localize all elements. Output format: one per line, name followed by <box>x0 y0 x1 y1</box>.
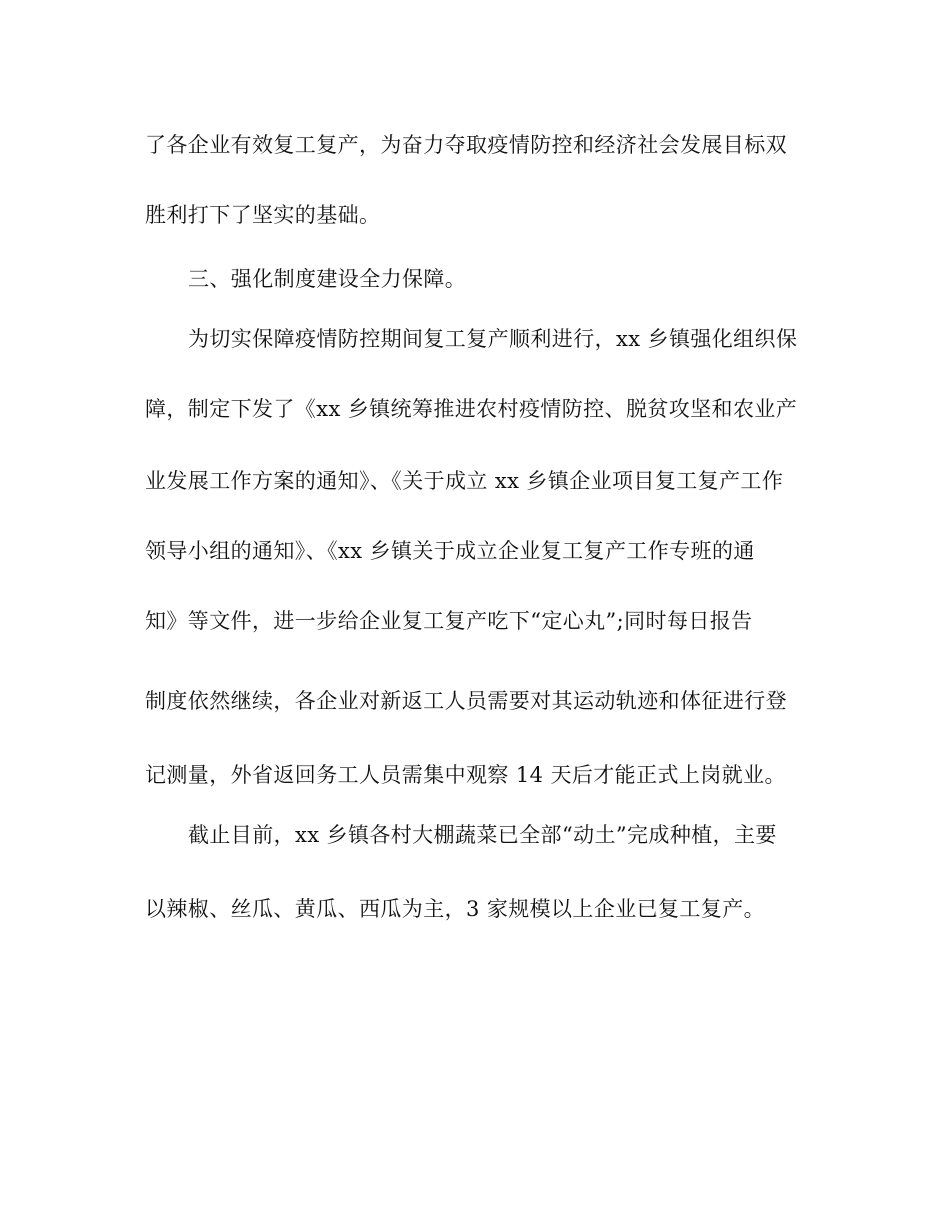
text-line: 领导小组的通知》、《xx 乡镇关于成立企业复工复产工作专班的通 <box>145 539 755 563</box>
section-heading: 三、强化制度建设全力保障。 <box>188 267 467 291</box>
text-line: 胜利打下了坚实的基础。 <box>145 203 381 227</box>
text-line: 记测量，外省返回务工人员需集中观察 14 天后才能正式上岗就业。 <box>145 763 786 787</box>
text-line: 为切实保障疫情防控期间复工复产顺利进行，xx 乡镇强化组织保 <box>188 327 798 351</box>
text-line: 知》等文件，进一步给企业复工复产吃下“定心丸”;同时每日报告 <box>145 609 753 633</box>
text-line: 了各企业有效复工复产，为奋力夺取疫情防控和经济社会发展目标双 <box>145 133 787 157</box>
text-line: 业发展工作方案的通知》、《关于成立 xx 乡镇企业项目复工复产工作 <box>145 469 784 493</box>
text-line: 截止目前，xx 乡镇各村大棚蔬菜已全部“动土”完成种植，主要 <box>188 823 777 847</box>
text-line: 制度依然继续，各企业对新返工人员需要对其运动轨迹和体征进行登 <box>145 689 787 713</box>
text-line: 障，制定下发了《xx 乡镇统筹推进农村疫情防控、脱贫攻坚和农业产 <box>145 397 798 421</box>
text-line: 以辣椒、丝瓜、黄瓜、西瓜为主，3 家规模以上企业已复工复产。 <box>145 897 766 921</box>
